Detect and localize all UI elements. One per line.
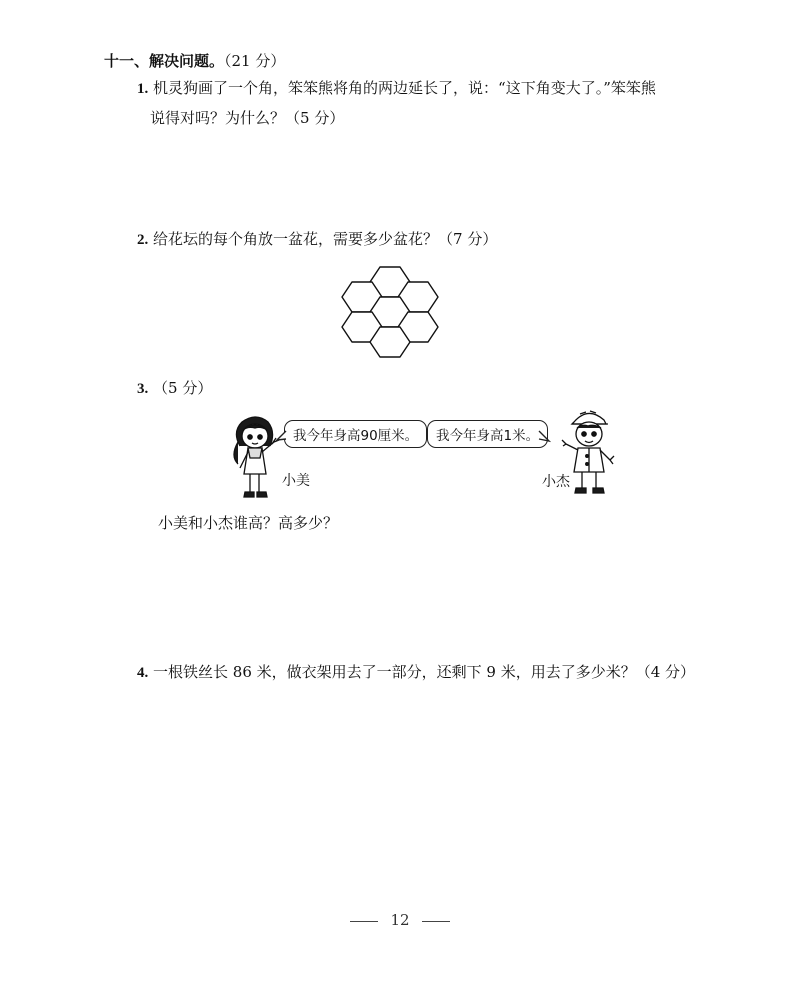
page-number xyxy=(0,911,800,929)
question-4-line1: 一根铁丝长 86 米，做衣架用去了一部分，还剩下 9 米，用去了多少米？（4 分） xyxy=(153,663,696,681)
question-4-number: 4. xyxy=(137,665,149,681)
question-1-line2: 说得对吗？为什么？（5 分） xyxy=(150,109,345,127)
question-3-number: 3. xyxy=(137,381,149,397)
page-number-value: 12 xyxy=(390,911,410,929)
question-3 xyxy=(137,378,212,399)
speech-bubble-left-text: 我今年身高90厘米。 xyxy=(293,428,419,444)
section-heading: 十一、解决问题。 xyxy=(104,52,225,70)
name-right: 小杰 xyxy=(542,474,570,490)
question-1-line1: 机灵狗画了一个角，笨笨熊将角的两边延长了，说：“这下角变大了。”笨笨熊 xyxy=(153,79,656,97)
hexagon-cluster xyxy=(340,258,460,364)
speech-bubble-right-text: 我今年身高1米。 xyxy=(436,428,540,444)
speech-bubble-right xyxy=(427,420,548,448)
name-left: 小美 xyxy=(282,473,310,489)
question-2-line1: 给花坛的每个角放一盆花，需要多少盆花？（7 分） xyxy=(153,230,498,248)
question-1 xyxy=(137,78,656,99)
section-points: （21 分） xyxy=(224,52,286,70)
question-2-number: 2. xyxy=(137,232,149,248)
question-2 xyxy=(137,229,497,250)
speech-bubble-left xyxy=(284,420,427,448)
page-number-dash-right xyxy=(422,921,450,922)
section-title xyxy=(104,50,285,71)
boy-illustration xyxy=(560,404,618,496)
page-number-dash-left xyxy=(350,921,378,922)
speech-bubble-right-tail xyxy=(537,430,551,444)
question-3-line1: （5 分） xyxy=(153,379,213,397)
girl-illustration xyxy=(226,412,288,502)
question-3-prompt: 小美和小杰谁高？高多少？ xyxy=(158,514,339,532)
question-1-number: 1. xyxy=(137,81,149,97)
speech-bubble-left-tail xyxy=(276,430,288,444)
question-4 xyxy=(137,662,695,683)
